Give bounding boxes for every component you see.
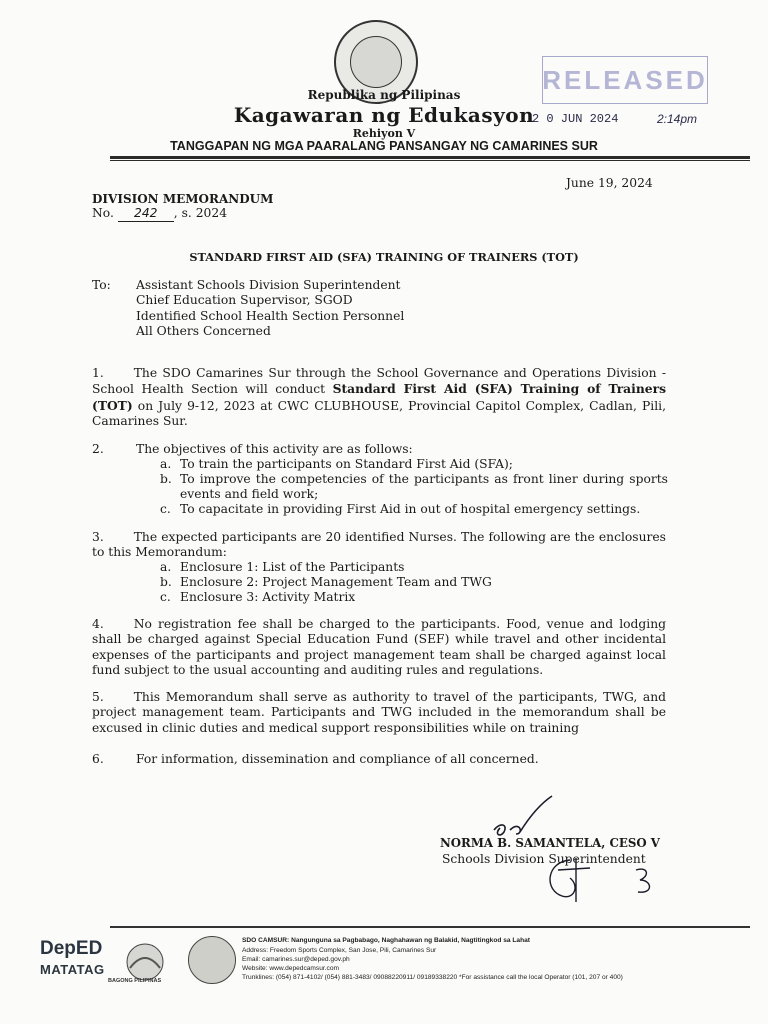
bagong-pilipinas-label: BAGONG PILIPINAS: [108, 978, 162, 984]
to-label: To:: [92, 278, 111, 292]
footer-address: Address: Freedom Sports Complex, San Jose, Pili, Camarines Sur: [242, 947, 437, 954]
stamp-time: 2:14pm: [657, 112, 698, 126]
header-region: Rehiyon V: [352, 127, 416, 140]
header-divider-thin: [110, 160, 750, 161]
p3-item: c. Enclosure 3: Activity Matrix: [160, 590, 356, 604]
memo-no-value: 242: [118, 206, 174, 222]
stamp-date: 2 0 JUN 2024: [532, 112, 619, 126]
footer-email: Email: camarines.sur@deped.gov.ph: [242, 956, 350, 963]
memo-type: DIVISION MEMORANDUM: [92, 192, 274, 206]
p2-item: b. To improve the competencies of the participants as front liner during sports events and field work;: [160, 472, 668, 502]
deped-logo: DepED: [40, 938, 103, 959]
footer-website: Website: www.depedcamsur.com: [242, 965, 339, 972]
p1-number: 1.: [92, 366, 104, 380]
p2-number: 2.: [92, 442, 104, 456]
recipient: Assistant Schools Division Superintendent: [136, 278, 401, 292]
memo-subject: STANDARD FIRST AID (SFA) TRAINING OF TRAINERS (TOT): [189, 250, 579, 264]
p2-item: a. To train the participants on Standard First Aid (SFA);: [160, 457, 513, 471]
signatory-name: NORMA B. SAMANTELA, CESO V: [440, 836, 660, 850]
recipient: Identified School Health Section Personnel: [136, 308, 405, 323]
memo-series: , s. 2024: [173, 206, 228, 220]
header-office: TANGGAPAN NG MGA PAARALANG PANSANGAY NG CAMARINES SUR: [170, 139, 598, 153]
initials-mark: [540, 856, 670, 906]
released-stamp: RELEASED: [542, 56, 708, 104]
signatory-title: Schools Division Superintendent: [442, 852, 646, 866]
p2-text: The objectives of this activity are as follows:: [136, 442, 413, 456]
paragraph-5: 5. This Memorandum shall serve as authority to travel of the participants, TWG, and project management team. Participants and TWG included in the memorandum shall be excused in clinic duties and medical support responsibilities while on training: [92, 690, 666, 735]
signature-mark: [490, 794, 560, 842]
sdo-seal-icon: [188, 936, 236, 984]
p6-number: 6.: [92, 752, 104, 766]
paragraph-4: 4. No registration fee shall be charged to the participants. Food, venue and lodging shall be charged against Special Education Fund (SEF) while travel and other incidental expenses of the participants and project management team shall be charged against local fund subject to the usual accounting and auditing rules and regulations.: [92, 617, 666, 677]
p1-bold: Standard First Aid (SFA) Training of Trainers (TOT): [92, 381, 666, 413]
footer-motto: SDO CAMSUR: Nangunguna sa Pagbabago, Naghahawan ng Balakid, Nagtitingkod sa Lahat: [242, 937, 530, 944]
header-republic: Republika ng Pilipinas: [307, 88, 461, 102]
p3-item: a. Enclosure 1: List of the Participants: [160, 560, 405, 574]
p6-text: For information, dissemination and compliance of all concerned.: [136, 752, 539, 766]
footer-divider: [110, 926, 750, 928]
memo-number: [92, 206, 227, 222]
matatag-logo: MATATAG: [40, 962, 105, 977]
memo-no-label: No.: [92, 206, 114, 220]
paragraph-3: 3. The expected participants are 20 identified Nurses. The following are the enclosures to this Memorandum:: [92, 530, 666, 560]
p2-item: c. To capacitate in providing First Aid in out of hospital emergency settings.: [160, 502, 641, 516]
p1-text: The SDO Camarines Sur through the School Governance and Operations Division - School Health Section will conduct: [92, 366, 666, 397]
bagong-pilipinas-logo-icon: [112, 940, 178, 982]
footer-trunklines: Trunklines: (054) 871-4102/ (054) 881-3483/ 09088220911/ 09189338220 *For assistance call the local Operator (101, 207 or 400): [242, 974, 623, 981]
paragraph-1: [92, 366, 666, 429]
recipient: All Others Concerned: [136, 323, 271, 338]
recipient: Chief Education Supervisor, SGOD: [136, 293, 353, 308]
p1-text-end: on July 9-12, 2023 at CWC CLUBHOUSE, Provincial Capitol Complex, Cadlan, Pili, Camarines Sur.: [92, 398, 666, 428]
recipient-list: [136, 278, 404, 339]
memo-date: June 19, 2024: [566, 176, 653, 190]
header-department: Kagawaran ng Edukasyon: [233, 103, 535, 127]
header-divider: [110, 156, 750, 159]
p3-item: b. Enclosure 2: Project Management Team and TWG: [160, 575, 492, 589]
